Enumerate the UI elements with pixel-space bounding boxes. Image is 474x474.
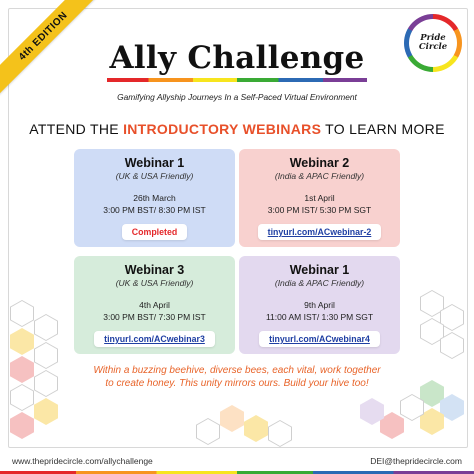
webinar-region: (UK & USA Friendly) bbox=[115, 171, 194, 181]
email-link[interactable]: DEI@thepridecircle.com bbox=[370, 456, 462, 466]
webinar-date: 9th April bbox=[304, 300, 335, 310]
webinar-link[interactable]: tinyurl.com/ACwebinar4 bbox=[259, 331, 380, 347]
hive-quote: Within a buzzing beehive, diverse bees, each vital, work together to create honey. This unity mirrors ours. Build your hive too! bbox=[93, 365, 381, 389]
edition-badge: 4th EDITION bbox=[0, 0, 117, 110]
webinar-date: 26th March bbox=[133, 193, 176, 203]
hexagon-decoration bbox=[34, 370, 58, 397]
webinar-link[interactable]: tinyurl.com/ACwebinar3 bbox=[94, 331, 215, 347]
hexagon-decoration bbox=[196, 418, 220, 445]
hexagon-decoration bbox=[10, 300, 34, 327]
completed-badge: Completed bbox=[122, 224, 187, 240]
webinar-title: Webinar 1 bbox=[124, 156, 185, 170]
webinar-link[interactable]: tinyurl.com/ACwebinar-2 bbox=[258, 224, 382, 240]
page-title: Ally Challenge bbox=[109, 40, 365, 76]
webinar-region: (India & APAC Friendly) bbox=[274, 171, 365, 181]
hexagon-decoration bbox=[34, 342, 58, 369]
webinar-card-3 bbox=[74, 256, 235, 354]
hexagon-decoration bbox=[268, 420, 292, 447]
webinar-card-1 bbox=[74, 149, 235, 247]
webinar-time: 3:00 PM BST/ 8:30 PM IST bbox=[103, 205, 206, 215]
webinar-card-2 bbox=[239, 149, 400, 247]
hexagon-decoration bbox=[34, 398, 58, 425]
webinar-title: Webinar 2 bbox=[289, 156, 350, 170]
webinar-time: 11:00 AM IST/ 1:30 PM SGT bbox=[265, 312, 374, 322]
webinar-region: (India & APAC Friendly) bbox=[274, 278, 365, 288]
webinar-time: 3:00 PM IST/ 5:30 PM SGT bbox=[267, 205, 372, 215]
headline-highlight: INTRODUCTORY WEBINARS bbox=[123, 121, 322, 137]
webinar-date: 1st April bbox=[304, 193, 335, 203]
hexagon-decoration bbox=[10, 328, 34, 355]
rainbow-underline bbox=[107, 78, 367, 82]
hexagon-decoration bbox=[10, 412, 34, 439]
webinar-time: 3:00 PM BST/ 7:30 PM IST bbox=[103, 312, 206, 322]
webinar-date: 4th April bbox=[139, 300, 170, 310]
webinar-card-4 bbox=[239, 256, 400, 354]
headline-prefix: ATTEND THE bbox=[29, 121, 124, 137]
footer bbox=[0, 454, 474, 468]
page-subtitle: Gamifying Allyship Journeys In a Self-Paced Virtual Environment bbox=[117, 92, 357, 102]
headline-suffix: TO LEARN MORE bbox=[321, 121, 445, 137]
hexagon-decoration bbox=[244, 415, 268, 442]
hexagon-decoration bbox=[34, 314, 58, 341]
logo-text: Pride Circle bbox=[409, 19, 457, 67]
hexagon-decoration bbox=[220, 405, 244, 432]
hexagon-decoration bbox=[10, 356, 34, 383]
webinar-title: Webinar 1 bbox=[289, 263, 350, 277]
webinar-title: Webinar 3 bbox=[124, 263, 185, 277]
webinar-region: (UK & USA Friendly) bbox=[115, 278, 194, 288]
website-link[interactable]: www.thepridecircle.com/allychallenge bbox=[12, 456, 153, 466]
headline bbox=[0, 121, 474, 137]
hexagon-decoration bbox=[10, 384, 34, 411]
